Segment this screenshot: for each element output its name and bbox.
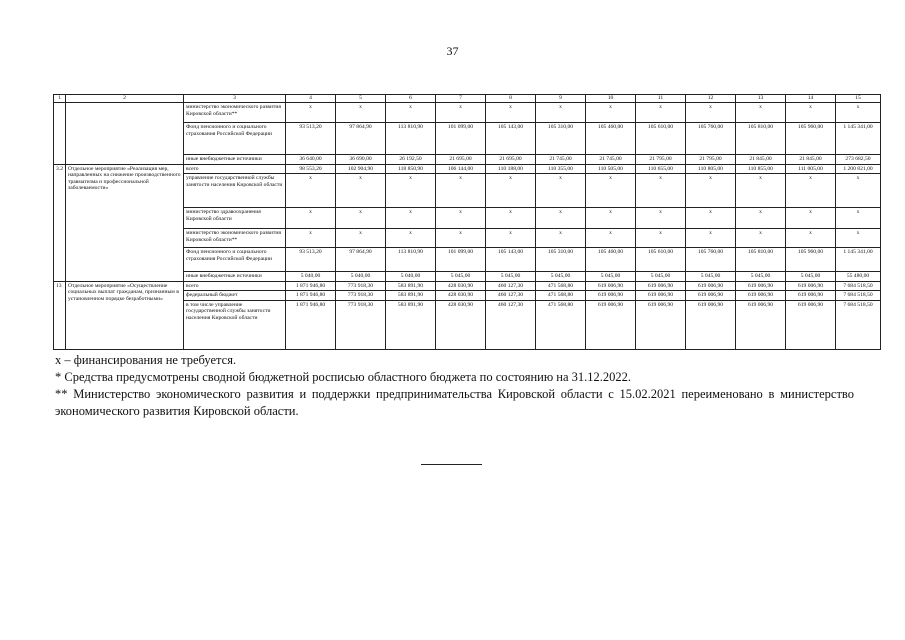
amount-cell: 105 143,00 <box>486 248 536 272</box>
footnote-double-asterisk: ** Министерство экономического развития и поддержки предпринимательства Кировской области с 15.02.2021 переименовано в министерство экономического развития Кировской области. <box>55 387 854 418</box>
funding-source: министерство экономического развития Кировской области** <box>184 229 286 248</box>
amount-cell: 619 006,90 <box>786 300 836 349</box>
item-number: 13 <box>54 281 66 349</box>
amount-cell: 36 640,00 <box>286 155 336 165</box>
amount-cell: x <box>836 229 881 248</box>
header-cell: 8 <box>486 95 536 103</box>
amount-cell: 21 695,00 <box>486 155 536 165</box>
amount-cell: 5 045,00 <box>636 272 686 282</box>
amount-cell: x <box>836 103 881 123</box>
amount-cell: 773 918,30 <box>336 300 386 349</box>
header-cell: 6 <box>386 95 436 103</box>
amount-cell: 619 006,90 <box>686 281 736 291</box>
amount-cell: 111 005,00 <box>786 164 836 174</box>
amount-cell: 105 143,00 <box>486 123 536 155</box>
amount-cell: x <box>736 208 786 229</box>
financing-table <box>53 94 881 350</box>
amount-cell: 21 745,00 <box>536 155 586 165</box>
amount-cell: 5 045,00 <box>786 272 836 282</box>
amount-cell: 110 805,00 <box>686 164 736 174</box>
amount-cell: 105 960,00 <box>786 123 836 155</box>
amount-cell: x <box>336 103 386 123</box>
funding-source: федеральный бюджет <box>184 291 286 301</box>
funding-source: иные внебюджетные источники <box>184 272 286 282</box>
amount-cell: 110 855,00 <box>736 164 786 174</box>
amount-cell: 619 006,90 <box>736 300 786 349</box>
amount-cell: 105 610,00 <box>636 248 686 272</box>
amount-cell: 105 610,00 <box>636 123 686 155</box>
header-cell: 10 <box>586 95 636 103</box>
amount-cell: 101 099,00 <box>436 248 486 272</box>
amount-cell: 5 045,00 <box>736 272 786 282</box>
amount-cell: 93 513,20 <box>286 248 336 272</box>
amount-cell: 471 568,80 <box>536 300 586 349</box>
item-title <box>66 103 184 165</box>
amount-cell: 5 045,00 <box>436 272 486 282</box>
amount-cell: x <box>786 208 836 229</box>
amount-cell: x <box>586 229 636 248</box>
amount-cell: x <box>736 174 786 208</box>
amount-cell: 26 192,50 <box>386 155 436 165</box>
amount-cell: x <box>286 229 336 248</box>
amount-cell: 97 864,90 <box>336 248 386 272</box>
amount-cell: 21 695,00 <box>436 155 486 165</box>
amount-cell: x <box>636 208 686 229</box>
amount-cell: x <box>786 103 836 123</box>
amount-cell: 428 030,90 <box>436 281 486 291</box>
item-number <box>54 103 66 165</box>
amount-cell: 110 655,00 <box>636 164 686 174</box>
amount-cell: x <box>386 229 436 248</box>
amount-cell: 110 505,00 <box>586 164 636 174</box>
amount-cell: 55 480,00 <box>836 272 881 282</box>
amount-cell: 105 760,00 <box>686 123 736 155</box>
header-cell: 7 <box>436 95 486 103</box>
amount-cell: 1 145 341,00 <box>836 248 881 272</box>
amount-cell: 460 127,30 <box>486 300 536 349</box>
amount-cell: 471 568,80 <box>536 291 586 301</box>
item-number: 3.2 <box>54 164 66 281</box>
amount-cell: x <box>636 174 686 208</box>
amount-cell: 105 760,00 <box>686 248 736 272</box>
amount-cell: 105 960,00 <box>786 248 836 272</box>
amount-cell: x <box>536 229 586 248</box>
amount-cell: 93 513,20 <box>286 123 336 155</box>
amount-cell: x <box>386 208 436 229</box>
amount-cell: 36 690,00 <box>336 155 386 165</box>
amount-cell: 619 006,90 <box>586 300 636 349</box>
page-number: 37 <box>446 44 459 58</box>
amount-cell: x <box>536 174 586 208</box>
amount-cell: 1 871 946,80 <box>286 281 336 291</box>
item-title: Отдельное мероприятие «Реализация мер, направленных на снижение производственного травматизма и профессиональной заболеваемости» <box>66 164 184 281</box>
amount-cell: 5 045,00 <box>486 272 536 282</box>
amount-cell: 7 684 518,50 <box>836 291 881 301</box>
amount-cell: x <box>586 208 636 229</box>
amount-cell: 460 127,30 <box>486 291 536 301</box>
header-cell: 1 <box>54 95 66 103</box>
amount-cell: 101 099,00 <box>436 123 486 155</box>
amount-cell: 619 006,90 <box>636 281 686 291</box>
amount-cell: 460 127,30 <box>486 281 536 291</box>
funding-source: иные внебюджетные источники <box>184 155 286 165</box>
amount-cell: 110 188,00 <box>486 164 536 174</box>
funding-source: всего <box>184 164 286 174</box>
amount-cell: 21 795,00 <box>636 155 686 165</box>
amount-cell: 619 006,90 <box>736 291 786 301</box>
amount-cell: 619 006,90 <box>636 291 686 301</box>
amount-cell: 619 006,90 <box>786 281 836 291</box>
amount-cell: 105 810,00 <box>736 123 786 155</box>
item-title: Отдельное мероприятие «Осуществление социальных выплат гражданам, признанным в установленном порядке безработными» <box>66 281 184 349</box>
amount-cell: x <box>736 103 786 123</box>
amount-cell: x <box>336 208 386 229</box>
amount-cell: x <box>386 103 436 123</box>
amount-cell: 105 810,00 <box>736 248 786 272</box>
amount-cell: 619 006,90 <box>686 291 736 301</box>
amount-cell: 118 850,90 <box>386 164 436 174</box>
header-cell: 5 <box>336 95 386 103</box>
amount-cell: x <box>836 174 881 208</box>
amount-cell: x <box>586 174 636 208</box>
amount-cell: x <box>836 208 881 229</box>
funding-source: Фонд пенсионного и социального страхования Российской Федерации <box>184 248 286 272</box>
amount-cell: x <box>586 103 636 123</box>
amount-cell: 7 684 518,50 <box>836 300 881 349</box>
amount-cell: x <box>486 229 536 248</box>
footnote-x: x – финансирования не требуется. <box>55 353 237 367</box>
amount-cell: 583 891,90 <box>386 291 436 301</box>
amount-cell: 619 006,90 <box>586 291 636 301</box>
amount-cell: 273 682,50 <box>836 155 881 165</box>
amount-cell: x <box>436 174 486 208</box>
footnote-asterisk: * Средства предусмотрены сводной бюджетной росписью областного бюджета по состоянию на 31.12.2022. <box>55 370 632 384</box>
separator-line <box>421 464 482 465</box>
amount-cell: 1 200 821,00 <box>836 164 881 174</box>
funding-source: в том числе управление государственной службы занятости населения Кировской области <box>184 300 286 349</box>
amount-cell: 106 144,00 <box>436 164 486 174</box>
amount-cell: x <box>286 208 336 229</box>
amount-cell: 7 684 518,50 <box>836 281 881 291</box>
table-row <box>54 281 881 291</box>
header-cell: 9 <box>536 95 586 103</box>
amount-cell: x <box>786 229 836 248</box>
amount-cell: x <box>286 174 336 208</box>
funding-source: министерство здравоохранения Кировской области <box>184 208 286 229</box>
amount-cell: x <box>686 103 736 123</box>
amount-cell: 619 006,90 <box>636 300 686 349</box>
funding-source: всего <box>184 281 286 291</box>
amount-cell: 1 145 341,00 <box>836 123 881 155</box>
amount-cell: 773 918,30 <box>336 281 386 291</box>
amount-cell: 471 568,80 <box>536 281 586 291</box>
amount-cell: 5 045,00 <box>686 272 736 282</box>
header-cell: 3 <box>184 95 286 103</box>
amount-cell: 619 006,90 <box>736 281 786 291</box>
amount-cell: 583 891,90 <box>386 300 436 349</box>
amount-cell: 619 006,90 <box>586 281 636 291</box>
header-cell: 12 <box>686 95 736 103</box>
amount-cell: 619 006,90 <box>686 300 736 349</box>
amount-cell: 110 355,00 <box>536 164 586 174</box>
amount-cell: x <box>636 229 686 248</box>
table-row <box>54 164 881 174</box>
amount-cell: x <box>486 208 536 229</box>
amount-cell: 1 871 946,80 <box>286 300 336 349</box>
amount-cell: 428 030,90 <box>436 291 486 301</box>
header-cell: 14 <box>786 95 836 103</box>
table-row <box>54 103 881 123</box>
amount-cell: 97 864,90 <box>336 123 386 155</box>
amount-cell: 428 030,90 <box>436 300 486 349</box>
amount-cell: x <box>286 103 336 123</box>
amount-cell: x <box>786 174 836 208</box>
amount-cell: 5 040,00 <box>386 272 436 282</box>
header-cell: 15 <box>836 95 881 103</box>
amount-cell: x <box>686 229 736 248</box>
amount-cell: 105 310,00 <box>536 248 586 272</box>
amount-cell: 113 810,90 <box>386 123 436 155</box>
amount-cell: 5 045,00 <box>536 272 586 282</box>
header-cell: 4 <box>286 95 336 103</box>
amount-cell: 113 810,90 <box>386 248 436 272</box>
header-cell: 11 <box>636 95 686 103</box>
amount-cell: x <box>386 174 436 208</box>
amount-cell: x <box>536 208 586 229</box>
amount-cell: 1 871 946,80 <box>286 291 336 301</box>
amount-cell: x <box>336 229 386 248</box>
amount-cell: x <box>536 103 586 123</box>
amount-cell: x <box>736 229 786 248</box>
amount-cell: 5 045,00 <box>586 272 636 282</box>
amount-cell: 21 845,00 <box>786 155 836 165</box>
amount-cell: x <box>686 174 736 208</box>
funding-source: министерство экономического развития Кировской области** <box>184 103 286 123</box>
amount-cell: 105 460,00 <box>586 123 636 155</box>
amount-cell: x <box>436 229 486 248</box>
amount-cell: x <box>486 103 536 123</box>
amount-cell: 102 904,90 <box>336 164 386 174</box>
footnotes <box>55 352 854 420</box>
amount-cell: x <box>436 103 486 123</box>
amount-cell: 5 040,00 <box>286 272 336 282</box>
amount-cell: 21 795,00 <box>686 155 736 165</box>
amount-cell: 98 553,20 <box>286 164 336 174</box>
amount-cell: 619 006,90 <box>786 291 836 301</box>
header-cell: 13 <box>736 95 786 103</box>
funding-source: Фонд пенсионного и социального страхования Российской Федерации <box>184 123 286 155</box>
amount-cell: x <box>336 174 386 208</box>
amount-cell: x <box>636 103 686 123</box>
amount-cell: 773 918,30 <box>336 291 386 301</box>
amount-cell: x <box>436 208 486 229</box>
amount-cell: 21 845,00 <box>736 155 786 165</box>
header-cell: 2 <box>66 95 184 103</box>
amount-cell: x <box>686 208 736 229</box>
amount-cell: x <box>486 174 536 208</box>
funding-source: управление государственной службы занятости населения Кировской области <box>184 174 286 208</box>
amount-cell: 105 460,00 <box>586 248 636 272</box>
amount-cell: 21 745,00 <box>586 155 636 165</box>
header-row <box>54 95 881 103</box>
amount-cell: 5 040,00 <box>336 272 386 282</box>
amount-cell: 583 891,90 <box>386 281 436 291</box>
amount-cell: 105 310,00 <box>536 123 586 155</box>
